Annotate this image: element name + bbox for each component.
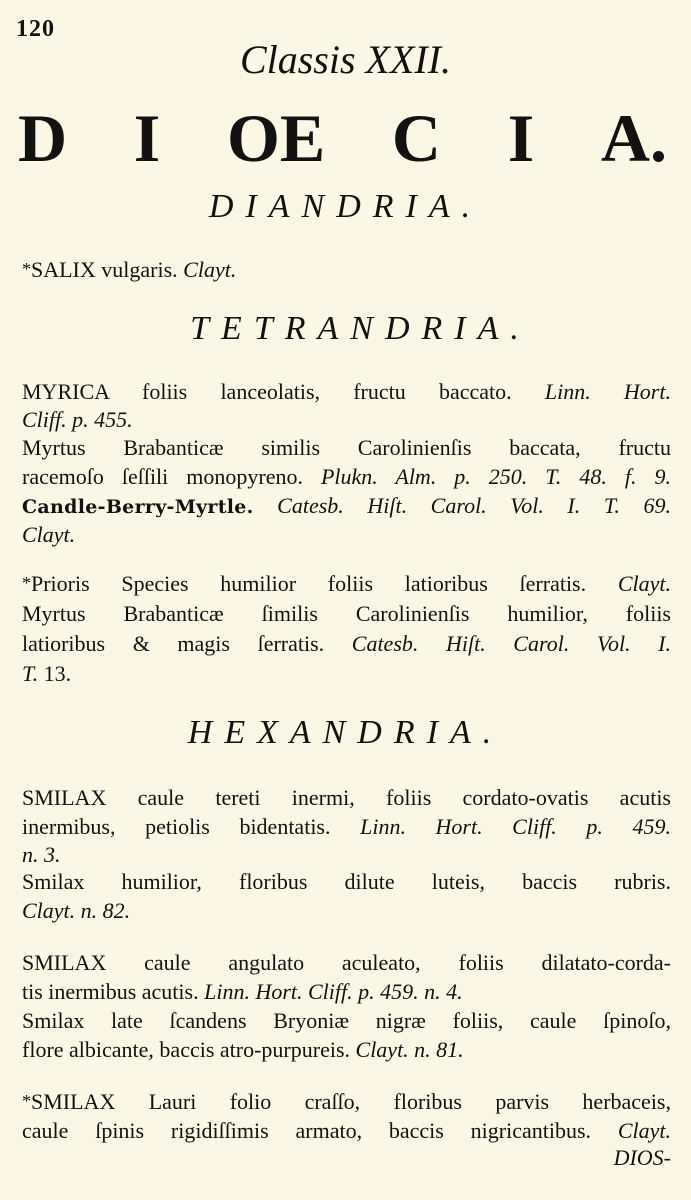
entry-reference: Linn. Hort. Cliff. p. 459. n. 4. [204, 979, 463, 1004]
entry-reference: Clayt. n. 82. [22, 898, 131, 923]
entry-reference: T. [22, 661, 44, 686]
entry-text: flore albicante, baccis atro-purpureis. [22, 1037, 356, 1062]
class-title [18, 100, 667, 176]
entry-line [22, 602, 671, 626]
page-number: 120 [16, 16, 55, 42]
class-letter: D [18, 100, 68, 176]
entry-line [22, 951, 671, 975]
order-heading-diandria: DIANDRIA. [208, 188, 483, 225]
entry-reference: Clayt. [617, 1118, 671, 1143]
entry-text: foliis lanceolatis, fructu baccato. [108, 379, 545, 404]
class-letter: C [391, 100, 441, 176]
entry-salix [22, 258, 671, 282]
entry-text: caule ſpinis rigidiſſimis armato, baccis nigricantibus. [22, 1118, 618, 1143]
catchword: DIOS- [613, 1145, 671, 1170]
class-letter: I [133, 100, 161, 176]
entry-text: Myrtus Brabanticæ similis Carolinienſis baccata, fructu [22, 435, 671, 460]
entry-text: Lauri folio craſſo, floribus parvis herbaceis, [115, 1089, 671, 1114]
entry-line [22, 408, 671, 432]
entry-text: Smilax late ſcandens Bryoniæ nigræ foliis, caule ſpinoſo, [22, 1008, 671, 1033]
class-letter: I [507, 100, 535, 176]
entry-line [22, 1009, 671, 1033]
entry-line [22, 523, 671, 547]
entry-line [22, 899, 671, 923]
entry-line [22, 465, 671, 489]
entry-reference: Cliff. p. 455. [22, 407, 133, 432]
entry-text: Myrtus Brabanticæ ſimilis Carolinienſis humilior, foliis [22, 601, 671, 626]
entry-reference: Catesb. Hiſt. Carol. Vol. I. T. 69. [253, 493, 671, 518]
blackletter-name: Candle-Berry-Myrtle. [22, 496, 254, 518]
entry-text: inermibus, petiolis bidentatis. [22, 814, 361, 839]
entry-text: caule tereti inermi, foliis cordato-ovatis acutis [106, 785, 671, 810]
genus-name: MYRICA [22, 379, 109, 404]
entry-line [22, 1119, 671, 1143]
entry-line [22, 572, 671, 596]
entry-text: racemoſo ſeſſili monopyreno. [22, 464, 321, 489]
entry-line [22, 870, 671, 894]
genus-name: SMILAX [31, 1089, 116, 1114]
entry-reference: Linn. Hort. [544, 379, 671, 404]
entry-line [22, 436, 671, 460]
entry-line [22, 1090, 671, 1114]
entry-text: latioribus & magis ſerratis. [22, 631, 352, 656]
entry-line [22, 815, 671, 839]
order-heading-tetrandria: TETRANDRIA. [190, 310, 531, 347]
entry-line [22, 786, 671, 810]
entry-reference: Clayt. [617, 571, 671, 596]
class-letter: OE [226, 100, 326, 176]
entry-reference: Plukn. Alm. p. 250. T. 48. f. 9. [320, 464, 671, 489]
entry-reference: Linn. Hort. Cliff. p. 459. [360, 814, 671, 839]
entry-text: caule angulato aculeato, foliis dilatato-corda- [106, 950, 671, 975]
entry-text: vulgaris. [95, 257, 184, 282]
entry-line [22, 843, 671, 867]
genus-name: SMILAX [22, 785, 107, 810]
entry-text: Smilax humilior, floribus dilute luteis, baccis rubris. [22, 869, 671, 894]
asterisk: * [22, 1091, 31, 1111]
entry-text: 13. [43, 661, 72, 686]
entry-reference: n. 3. [22, 842, 61, 867]
entry-line [22, 1038, 671, 1062]
asterisk: * [22, 259, 31, 279]
entry-reference: Clayt. [183, 257, 237, 282]
entry-reference: Catesb. Hiſt. Carol. Vol. I. [351, 631, 671, 656]
order-heading-hexandria: HEXANDRIA. [187, 714, 504, 751]
classis-heading: Classis XXII. [239, 37, 452, 82]
entry-reference: Clayt. [22, 522, 76, 547]
entry-reference: Clayt. n. 81. [355, 1037, 464, 1062]
class-letter: A. [600, 100, 667, 176]
entry-text: tis inermibus acutis. [22, 979, 205, 1004]
entry-line [22, 632, 671, 656]
entry-line [22, 494, 671, 518]
entry-line [22, 380, 671, 404]
genus-name: SMILAX [22, 950, 107, 975]
entry-text: Prioris Species humilior foliis latioribus ſerratis. [31, 571, 618, 596]
entry-line [22, 662, 671, 686]
genus-name: SALIX [31, 257, 96, 282]
entry-line [22, 980, 671, 1004]
asterisk: * [22, 573, 31, 593]
